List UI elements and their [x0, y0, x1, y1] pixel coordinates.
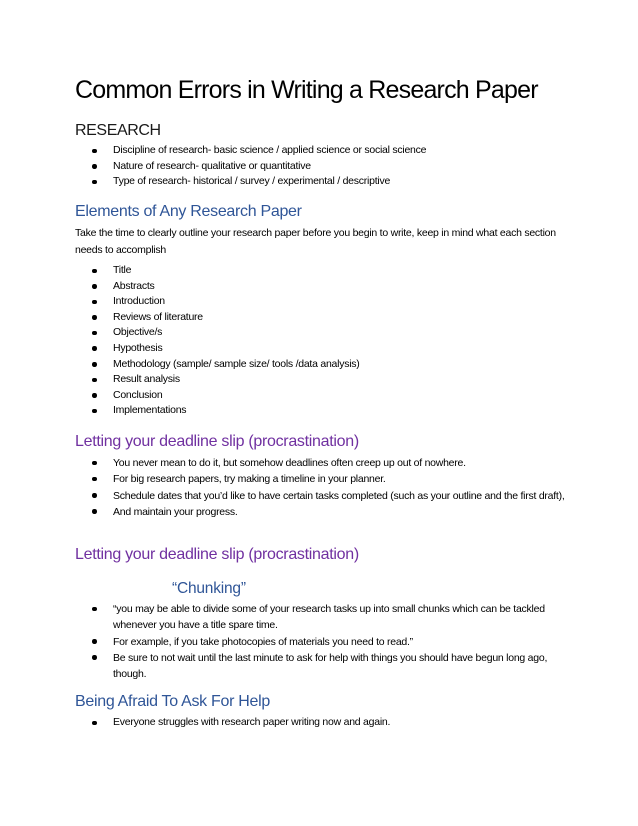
- list-item: Discipline of research- basic science / applied science or social science: [91, 143, 581, 159]
- research-heading: RESEARCH: [75, 122, 161, 139]
- list-item: For big research papers, try making a timeline in your planner.: [91, 471, 581, 487]
- list-item: Implementations: [91, 403, 581, 419]
- list-item: You never mean to do it, but somehow deadlines often creep up out of nowhere.: [91, 455, 581, 471]
- list-item: Title: [91, 263, 581, 279]
- list-item: Result analysis: [91, 372, 581, 388]
- research-list: [91, 143, 581, 190]
- deadline-list: [91, 455, 581, 520]
- ask-help-heading: Being Afraid To Ask For Help: [75, 693, 270, 710]
- list-item: Abstracts: [91, 279, 581, 295]
- list-item: Be sure to not wait until the last minute to ask for help with things you should have begun long ago, though.: [91, 650, 581, 683]
- list-item: Nature of research- qualitative or quantitative: [91, 159, 581, 175]
- deadline-heading: Letting your deadline slip (procrastination): [75, 433, 359, 450]
- list-item: Type of research- historical / survey / experimental / descriptive: [91, 174, 581, 190]
- chunking-list: [91, 601, 581, 682]
- list-item: Reviews of literature: [91, 310, 581, 326]
- list-item: Everyone struggles with research paper writing now and again.: [91, 715, 581, 731]
- document-title: Common Errors in Writing a Research Paper: [75, 76, 538, 104]
- list-item: Conclusion: [91, 388, 581, 404]
- chunking-subheading: “Chunking”: [172, 580, 246, 597]
- ask-help-list: [91, 715, 581, 731]
- elements-list: [91, 263, 581, 419]
- elements-heading: Elements of Any Research Paper: [75, 203, 302, 220]
- list-item: Objective/s: [91, 325, 581, 341]
- deadline-chunking-heading: Letting your deadline slip (procrastination): [75, 546, 359, 563]
- list-item: Introduction: [91, 294, 581, 310]
- list-item: “you may be able to divide some of your research tasks up into small chunks which can be tackled whenever you have a title spare time.: [91, 601, 581, 634]
- list-item: And maintain your progress.: [91, 504, 581, 520]
- elements-intro: Take the time to clearly outline your research paper before you begin to write, keep in mind what each section needs to accomplish: [75, 227, 556, 256]
- list-item: Schedule dates that you’d like to have certain tasks completed (such as your outline and the first draft),: [91, 488, 581, 504]
- list-item: Hypothesis: [91, 341, 581, 357]
- list-item: For example, if you take photocopies of materials you need to read.”: [91, 634, 581, 650]
- list-item: Methodology (sample/ sample size/ tools /data analysis): [91, 357, 581, 373]
